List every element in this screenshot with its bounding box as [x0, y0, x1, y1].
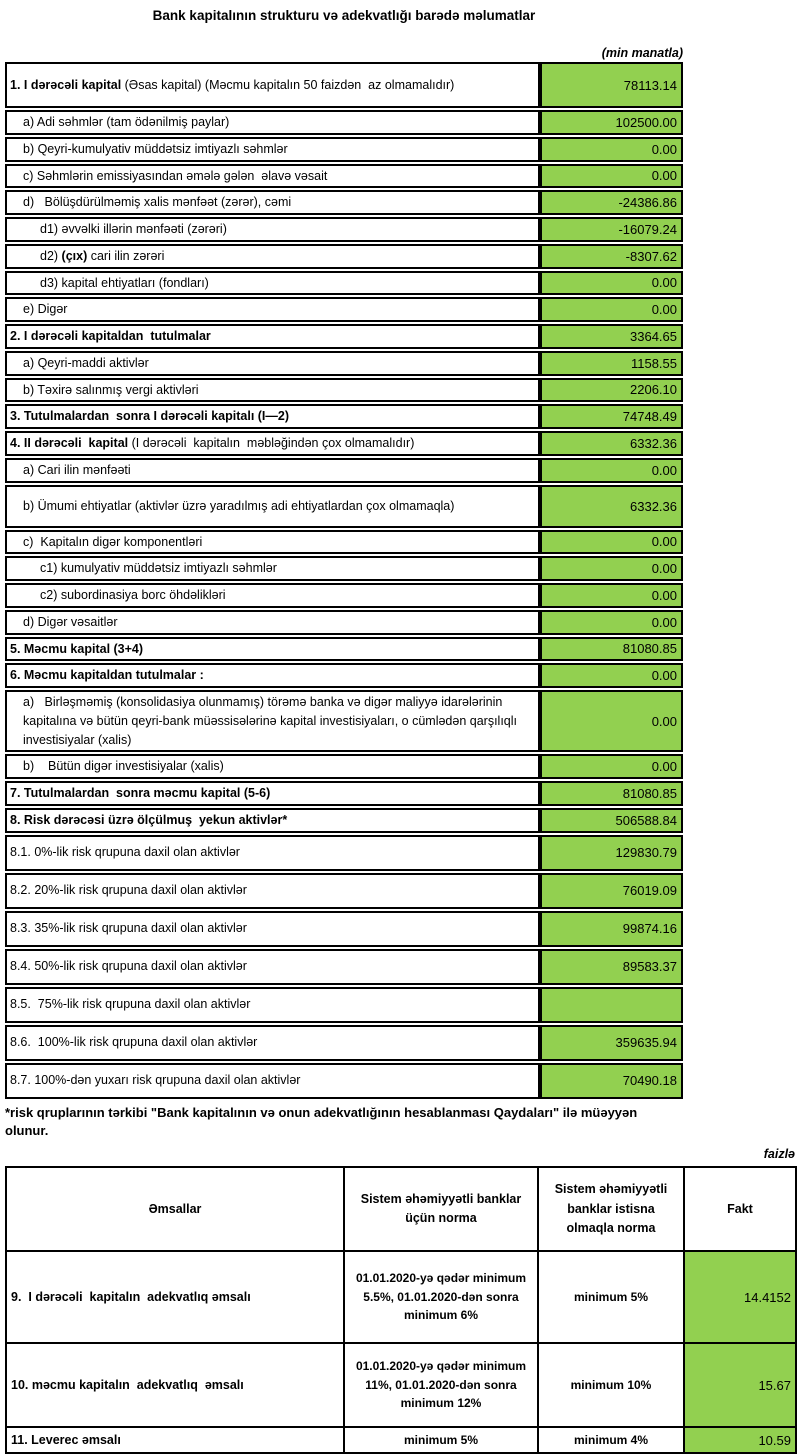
table-row [5, 431, 683, 456]
row-value: 81080.85 [540, 781, 683, 806]
table-row [5, 583, 683, 608]
table-row [5, 1063, 683, 1099]
row-label: a) Adi səhmlər (tam ödənilmiş paylar) [5, 110, 540, 135]
row-norm-systemic: 01.01.2020-yə qədər minimum 5.5%, 01.01.2020-dən sonra minimum 6% [344, 1251, 538, 1343]
row-value: 0.00 [540, 583, 683, 608]
row-norm-non-systemic: minimum 4% [538, 1427, 684, 1453]
row-value [540, 987, 683, 1023]
row-value: 0.00 [540, 164, 683, 189]
row-label: c) Səhmlərin emissiyasından əmələ gələn əlavə vəsait [5, 164, 540, 189]
table-row [5, 1025, 683, 1061]
row-label: b) Qeyri-kumulyativ müddətsiz imtiyazlı səhmlər [5, 137, 540, 162]
row-value: 99874.16 [540, 911, 683, 947]
row-value: 0.00 [540, 556, 683, 581]
table-row [5, 781, 683, 806]
row-value: -16079.24 [540, 217, 683, 242]
risk-groups-footnote: *risk qruplarının tərkibi "Bank kapitalının və onun adekvatlığının hesablanması Qaydaları" ilə müəyyən olunur. [5, 1104, 638, 1139]
row-value: 76019.09 [540, 873, 683, 909]
row-label: e) Digər [5, 297, 540, 322]
table-row [5, 271, 683, 296]
row-value: -24386.86 [540, 190, 683, 215]
table-row [5, 556, 683, 581]
table-row [5, 62, 683, 108]
row-label: d1) əvvəlki illərin mənfəəti (zərəri) [5, 217, 540, 242]
row-label: 8.6. 100%-lik risk qrupuna daxil olan aktivlər [5, 1025, 540, 1061]
ratios-header-row [6, 1167, 796, 1251]
row-fact-value: 10.59 [684, 1427, 796, 1453]
row-label: b) Təxirə salınmış vergi aktivləri [5, 378, 540, 403]
table-row [5, 663, 683, 688]
row-value: 0.00 [540, 458, 683, 483]
row-fact-value: 14.4152 [684, 1251, 796, 1343]
row-norm-systemic: minimum 5% [344, 1427, 538, 1453]
table-row [5, 637, 683, 662]
capital-structure-table [5, 60, 683, 1101]
col-header-systemic-norm: Sistem əhəmiyyətli banklar üçün norma [344, 1167, 538, 1251]
row-label: 7. Tutulmalardan sonra məcmu kapital (5-6) [5, 781, 540, 806]
row-label: c1) kumulyativ müddətsiz imtiyazlı səhmlər [5, 556, 540, 581]
row-value: 506588.84 [540, 808, 683, 833]
col-header-fact: Fakt [684, 1167, 796, 1251]
row-norm-systemic: 01.01.2020-yə qədər minimum 11%, 01.01.2020-dən sonra minimum 12% [344, 1343, 538, 1427]
row-value: 70490.18 [540, 1063, 683, 1099]
row-value: 0.00 [540, 530, 683, 555]
row-label: 6. Məcmu kapitaldan tutulmalar : [5, 663, 540, 688]
row-label: 1. I dərəcəli kapital (Əsas kapital) (Məcmu kapitalın 50 faizdən az olmamalıdır) [5, 62, 540, 108]
row-value: 6332.36 [540, 431, 683, 456]
table-row [5, 911, 683, 947]
row-label: c2) subordinasiya borc öhdəlikləri [5, 583, 540, 608]
row-label: c) Kapitalın digər komponentləri [5, 530, 540, 555]
row-value: 129830.79 [540, 835, 683, 871]
row-value: -8307.62 [540, 244, 683, 269]
table-row [5, 297, 683, 322]
row-label: b) Ümumi ehtiyatlar (aktivlər üzrə yaradılmış adi ehtiyatlardan çox olmamaqla) [5, 485, 540, 528]
row-label: a) Qeyri-maddi aktivlər [5, 351, 540, 376]
capital-table-body [5, 62, 683, 1099]
row-value: 3364.65 [540, 324, 683, 349]
row-label: 10. məcmu kapitalın adekvatlıq əmsalı [6, 1343, 344, 1427]
row-label: d) Bölüşdürülməmiş xalis mənfəət (zərər), cəmi [5, 190, 540, 215]
row-label: 5. Məcmu kapital (3+4) [5, 637, 540, 662]
table-row [5, 351, 683, 376]
row-value: 0.00 [540, 663, 683, 688]
row-label: 8.7. 100%-dən yuxarı risk qrupuna daxil olan aktivlər [5, 1063, 540, 1099]
table-row [5, 690, 683, 752]
table-row [5, 873, 683, 909]
table-row [5, 190, 683, 215]
row-value: 0.00 [540, 137, 683, 162]
row-value: 1158.55 [540, 351, 683, 376]
table-row [5, 137, 683, 162]
table-row [5, 244, 683, 269]
table-row [5, 324, 683, 349]
row-label: d2) (çıx) cari ilin zərəri [5, 244, 540, 269]
table-row [5, 987, 683, 1023]
unit-note-min-manatla: (min manatla) [601, 46, 683, 60]
row-label: 8.1. 0%-lik risk qrupuna daxil olan aktivlər [5, 835, 540, 871]
unit-note-faizle: faizlə [763, 1147, 795, 1162]
table-row [6, 1343, 796, 1427]
table-row [5, 110, 683, 135]
table-row [5, 485, 683, 528]
row-value: 0.00 [540, 690, 683, 752]
row-label: 8.2. 20%-lik risk qrupuna daxil olan aktivlər [5, 873, 540, 909]
table-row [5, 835, 683, 871]
row-value: 0.00 [540, 610, 683, 635]
table-row [5, 610, 683, 635]
row-value: 0.00 [540, 271, 683, 296]
row-label: d) Digər vəsaitlər [5, 610, 540, 635]
table-row [5, 530, 683, 555]
row-label: 3. Tutulmalardan sonra I dərəcəli kapitalı (I—2) [5, 404, 540, 429]
page-title: Bank kapitalının strukturu və adekvatlığı barədə məlumatlar [152, 8, 536, 23]
row-value: 0.00 [540, 754, 683, 779]
row-value: 102500.00 [540, 110, 683, 135]
row-value: 89583.37 [540, 949, 683, 985]
row-label: 8.4. 50%-lik risk qrupuna daxil olan aktivlər [5, 949, 540, 985]
row-value: 6332.36 [540, 485, 683, 528]
col-header-ratios: Əmsallar [6, 1167, 344, 1251]
row-label: 9. I dərəcəli kapitalın adekvatlıq əmsalı [6, 1251, 344, 1343]
table-row [5, 404, 683, 429]
row-value: 359635.94 [540, 1025, 683, 1061]
row-label: 2. I dərəcəli kapitaldan tutulmalar [5, 324, 540, 349]
row-label: 11. Leverec əmsalı [6, 1427, 344, 1453]
row-label: a) Birləşməmiş (konsolidasiya olunmamış) törəmə banka və digər maliyyə idarələrinin kapitalına və bütün qeyri-bank müəssisələrinə kapital investisiyaları, o cümlədən qarşılıqlı investisiyalar (xalis) [5, 690, 540, 752]
row-norm-non-systemic: minimum 5% [538, 1251, 684, 1343]
row-label: 8.3. 35%-lik risk qrupuna daxil olan aktivlər [5, 911, 540, 947]
table-row [5, 458, 683, 483]
table-row [6, 1427, 796, 1453]
col-header-non-systemic-norm: Sistem əhəmiyyətli banklar istisna olmaqla norma [538, 1167, 684, 1251]
row-value: 2206.10 [540, 378, 683, 403]
row-fact-value: 15.67 [684, 1343, 796, 1427]
table-row [5, 378, 683, 403]
table-row [5, 217, 683, 242]
table-row [5, 754, 683, 779]
row-value: 74748.49 [540, 404, 683, 429]
row-label: d3) kapital ehtiyatları (fondları) [5, 271, 540, 296]
row-value: 0.00 [540, 297, 683, 322]
row-label: 8.5. 75%-lik risk qrupuna daxil olan aktivlər [5, 987, 540, 1023]
row-label: a) Cari ilin mənfəəti [5, 458, 540, 483]
row-value: 78113.14 [540, 62, 683, 108]
row-label: 8. Risk dərəcəsi üzrə ölçülmuş yekun aktivlər* [5, 808, 540, 833]
table-row [5, 808, 683, 833]
adequacy-ratios-table [5, 1166, 797, 1454]
row-value: 81080.85 [540, 637, 683, 662]
table-row [6, 1251, 796, 1343]
table-row [5, 164, 683, 189]
row-label: 4. II dərəcəli kapital (I dərəcəli kapitalın məbləğindən çox olmamalıdır) [5, 431, 540, 456]
table-row [5, 949, 683, 985]
row-norm-non-systemic: minimum 10% [538, 1343, 684, 1427]
row-label: b) Bütün digər investisiyalar (xalis) [5, 754, 540, 779]
